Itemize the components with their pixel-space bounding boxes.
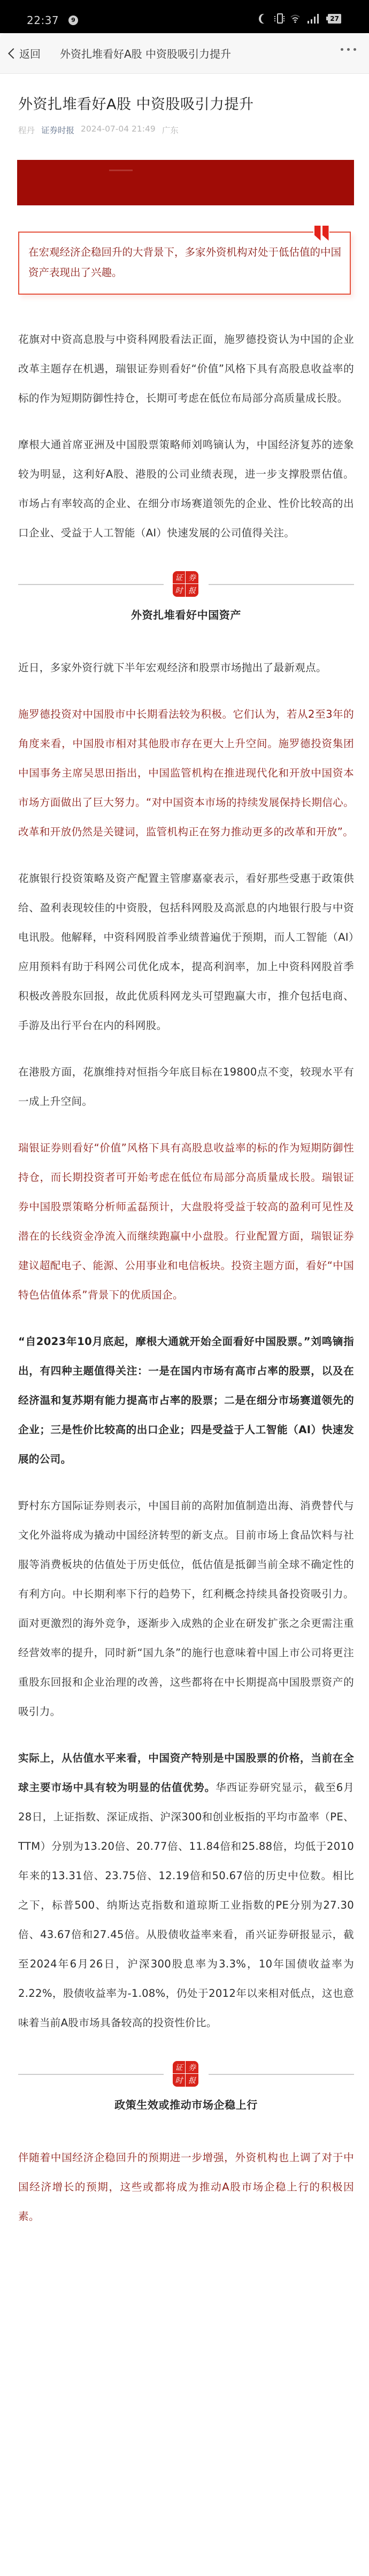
back-button[interactable] [10,45,41,61]
section-divider [18,2060,354,2087]
securities-times-logo [173,571,198,597]
divider-line [209,2074,354,2075]
divider-line [18,2074,164,2075]
highlighted-paragraph: 瑞银证券则看好“价值”风格下具有高股息收益率的标的作为短期防御性持仓，而长期投资者可开始考虑在低位布局部分高质量成长股。瑞银证券中国股票策略分析师孟磊预计，大盘股将受益于较高的盈利可见性及潜在的长线资金净流入而继续跑赢中小盘股。行业配置方面，瑞银证券建议超配电子、能源、公用事业和电信板块。投资主题方面，看好“中国特色估值体系”背景下的优质国企。 [18,1142,354,1301]
signal-icon [308,14,320,24]
logo-char: 券 [186,2061,198,2074]
location: 广东 [162,126,179,135]
section-heading: 政策生效或推动市场企稳上行 [114,2098,258,2111]
moon-icon [261,14,270,24]
header-banner-image [17,160,354,205]
battery-icon: 27 [328,14,341,24]
section-heading: 外资扎堆看好中国资产 [131,609,241,621]
app-header [0,33,369,74]
highlighted-paragraph: 伴随着中国经济企稳回升的预期进一步增强，外资机构也上调了对于中国经济增长的预期，这些或都将成为推动A股市场企稳上行的积极因素。 [18,2151,354,2223]
logo-char: 报 [188,2077,196,2085]
back-label: 返回 [19,48,41,60]
chevron-left-icon [8,48,19,59]
intro-paragraph: 花旗对中资高息股与中资科网股看法正面，施罗德投资认为中国的企业改革主题存在机遇，瑞银证券则看好“价值”风格下具有高股息收益率的标的作为短期防御性持仓，长期可考虑在低位布局部分高质量成长股。 [18,333,354,404]
quote-mark-icon [313,226,329,241]
author: 程丹 [18,126,35,135]
securities-times-logo [173,2061,198,2087]
body-paragraph: 花旗银行投资策略及资产配置主管廖嘉豪表示，看好那些受惠于政策供给、盈利表现较佳的中资股，包括科网股及高派息的内地银行股与中资电讯股。他解释，中资科网股首季业绩普遍优于预期，而人工智能（AI）应用预料有助于科网公司优化成本，提高利润率，加上中资科网股首季积极改善股东回报，故此优质科网龙头可望跑赢大市，推介包括电商、手游及出行平台在内的科网股。 [18,872,354,1032]
more-dots-icon [341,48,343,51]
status-icons [258,13,341,24]
notification-badge: 9 [68,16,78,25]
header-title: 外资扎堆看好A股 中资股吸引力提升 [60,48,232,60]
section-divider [18,570,354,597]
more-dot [353,48,356,51]
logo-char: 证 [173,571,186,584]
bold-paragraph: “自2023年10月底起，摩根大通就开始全面看好中国股票。”刘鸣镝指出，有四种主题值得关注：一是在国内市场有高市占率的股票，以及在经济温和复苏期有能力提高市占率的股票；二是在细分市场赛道领先的企业；三是性价比较高的出口企业；四是受益于人工智能（AI）快速发展的公司。 [18,1335,354,1465]
paragraph-text: 华西证券研究显示，截至6月28日，上证指数、深证成指、沪深300和创业板指的平均市盈率（PE、TTM）分别为13.20倍、20.77倍、11.84倍和25.88倍，均低于2010年来的13.31倍、23.75倍、12.19倍和50.67倍的历史中位数。相比之下，标普500、纳斯达克指数和道琼斯工业指数的PE分别为27.30倍、43.67倍和27.45倍。从股债收益率来看，甬兴证券研报显示，截至2024年6月26日，沪深300股息率为3.3%，10年国债收益率为2.22%，股债收益率为-1.08%，仍处于2012年以来相对低点，这也意味着当前A股市场具备较高的投资性价比。 [18,1781,354,2029]
wifi-icon [290,14,300,24]
logo-char: 时 [173,2074,186,2087]
valuation-paragraph [18,1743,354,2037]
intro-paragraph: 摩根大通首席亚洲及中国股票策略师刘鸣镝认为，中国经济复苏的迹象较为明显，这利好A股、港股的公司业绩表现，进一步支撑股票估值。市场占有率较高的企业、在细分市场赛道领先的企业、性价比较高的出口企业、受益于人工智能（AI）快速发展的公司值得关注。 [18,439,354,539]
publish-datetime: 2024-07-04 21:49 [81,124,156,134]
highlighted-paragraph: 施罗德投资对中国股市中长期看法较为积极。它们认为，若从2至3年的角度来看，中国股市相对其他股市存在更大上升空间。施罗德投资集团中国事务主席吴思田指出，中国监管机构在推进现代化和开放中国资本市场方面做出了巨大努力。“对中国资本市场的持续发展保持长期信心。改革和开放仍然是关键词，监管机构正在努力推动更多的改革和开放”。 [18,708,354,838]
summary-quote-box [18,232,351,295]
bold-lead-text: 实际上，从估值水平来看，中国资产特别是中国股票的价格，当前在全球主要市场中具有较为明显的估值优势。 [18,1752,354,1794]
logo-char: 券 [186,571,198,584]
body-paragraph: 在港股方面，花旗维持对恒指今年底目标在19800点不变，较现水平有一成上升空间。 [18,1066,354,1108]
summary-quote-text: 在宏观经济企稳回升的大背景下，多家外资机构对处于低估值的中国资产表现出了兴趣。 [28,246,342,279]
body-paragraph: 近日，多家外资行就下半年宏观经济和股票市场抛出了最新观点。 [18,662,327,674]
article-meta [18,124,354,136]
logo-char: 时 [173,584,186,597]
article-title: 外资扎堆看好A股 中资股吸引力提升 [18,96,254,113]
vibrate-icon [277,13,283,24]
logo-char: 报 [188,587,196,595]
banner-decoration [109,170,133,171]
divider-line [18,584,164,585]
more-dot [347,48,350,51]
body-paragraph: 野村东方国际证券则表示，中国目前的高附加值制造出海、消费替代与文化外溢将成为撬动中国经济转型的新支点。目前市场上食品饮料与社服等消费板块的估值处于历史低位，低估值是抵御当前全球不确定性的有利方向。中长期利率下行的趋势下，红利概念持续具备投资吸引力。面对更激烈的海外竞争，逐渐步入成熟的企业在研发扩张之余更需注重经营效率的提升，同时新“国九条”的施行也意味着中国上市公司将更注重股东回报和企业治理的改善，这些都将在中长期提高中国股票资产的吸引力。 [18,1500,354,1718]
article [0,94,369,2263]
divider-line [209,584,354,585]
status-bar [0,0,369,33]
source-link[interactable]: 证券时报 [41,126,75,135]
logo-char: 证 [173,2061,186,2074]
clock: 22:37 [27,14,59,27]
bottom-spacer [18,2231,354,2263]
more-button[interactable] [341,48,356,51]
